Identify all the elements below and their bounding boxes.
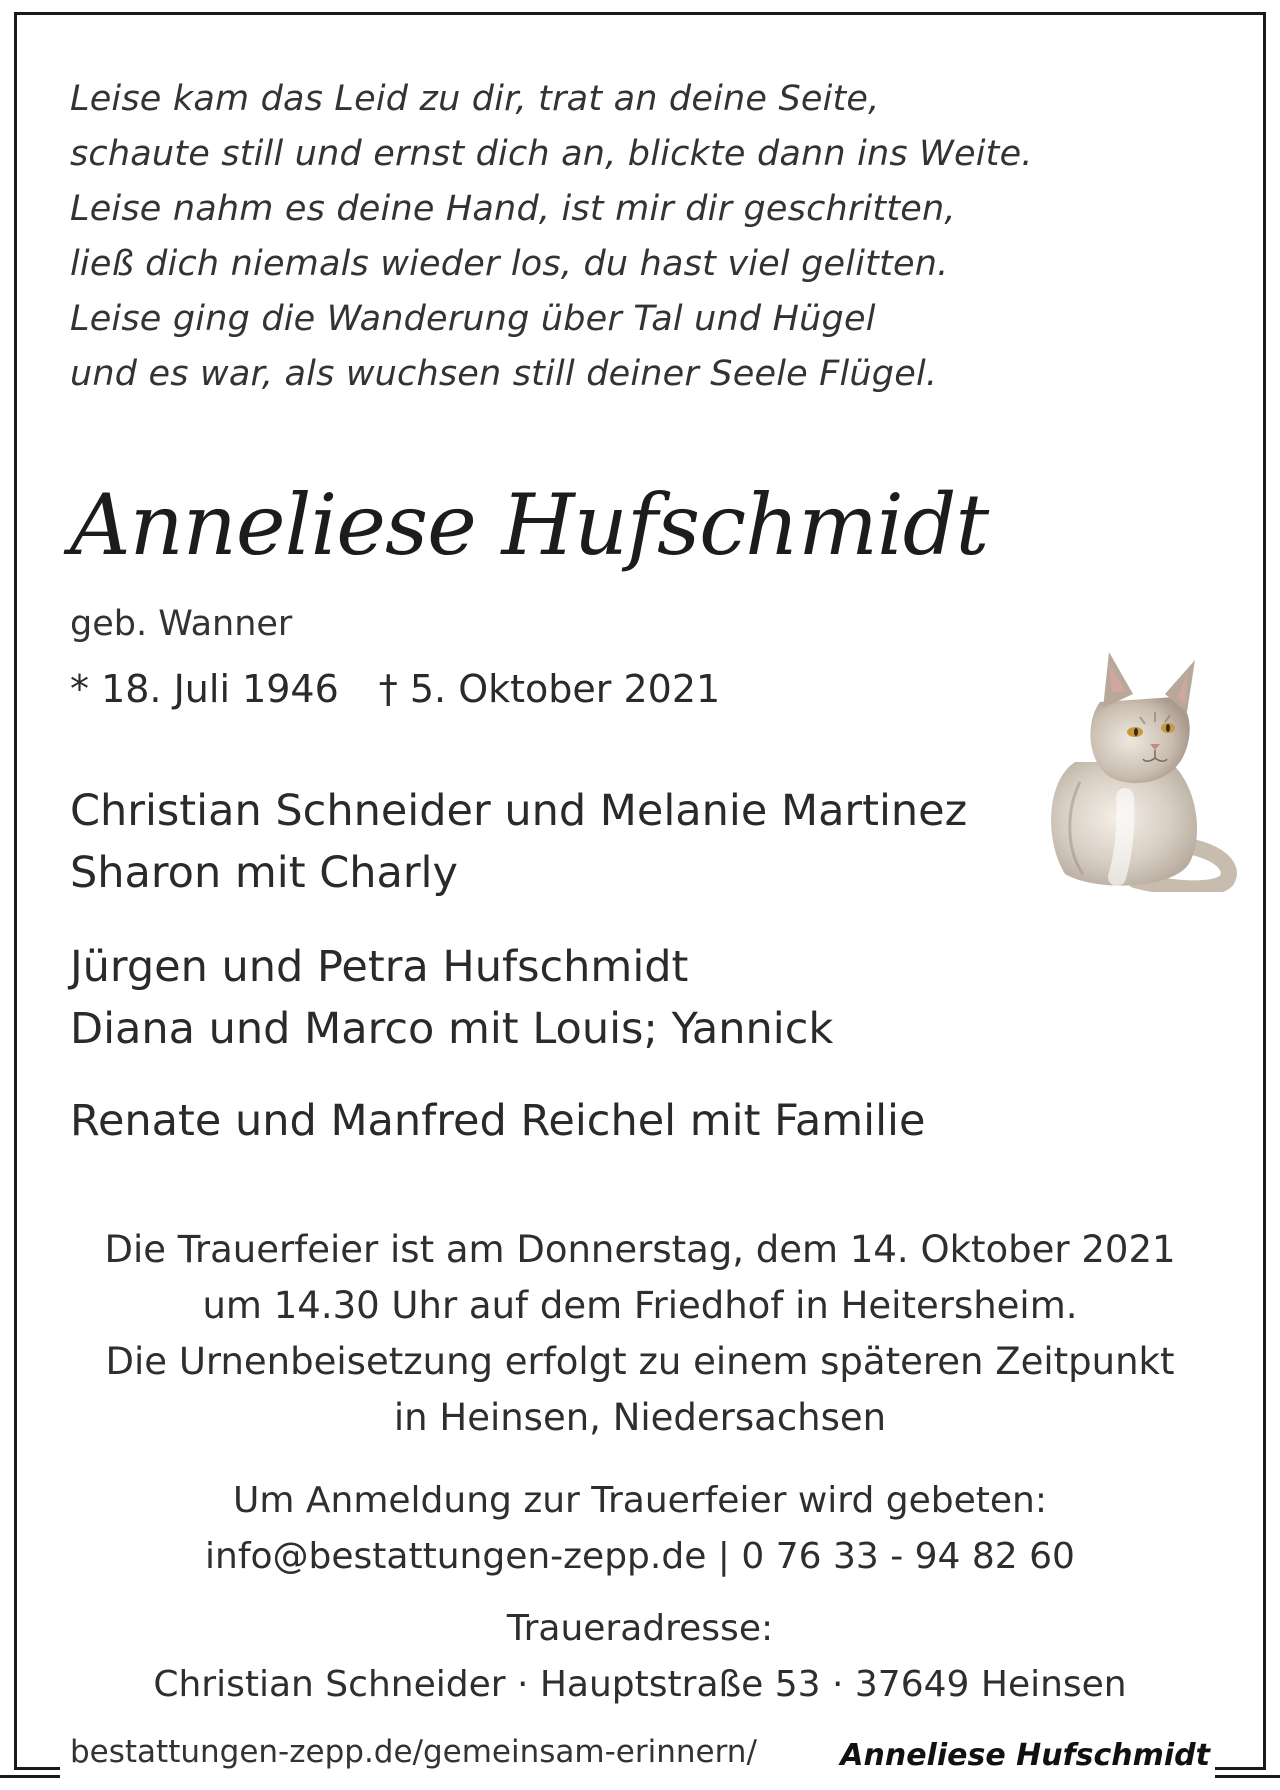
family-group-2 <box>70 936 1030 1060</box>
registration-contact: info@bestattungen-zepp.de | 0 76 33 - 94 82 60 <box>205 1536 1075 1577</box>
family-line: Sharon mit Charly <box>70 848 458 898</box>
poem-line: Leise kam das Leid zu dir, trat an deine Seite, <box>70 79 880 119</box>
poem <box>70 72 1190 402</box>
family-line: Diana und Marco mit Louis; Yannick <box>70 1004 834 1054</box>
ceremony-line: Die Urnenbeisetzung erfolgt zu einem späteren Zeitpunkt <box>105 1340 1175 1383</box>
mourning-address <box>40 1601 1240 1713</box>
maiden-name: geb. Wanner <box>70 604 293 644</box>
poem-line: Leise nahm es deine Hand, ist mir dir geschritten, <box>70 189 956 229</box>
deceased-name: Anneliese Hufschmidt <box>70 476 989 574</box>
registration-info <box>40 1473 1240 1585</box>
address-label: Traueradresse: <box>506 1608 774 1649</box>
life-dates <box>70 665 720 713</box>
family-line: Christian Schneider und Melanie Martinez <box>70 786 968 836</box>
cat-watercolor-illustration-icon <box>1005 612 1245 892</box>
birth-date: * 18. Juli 1946 <box>70 667 339 711</box>
death-date: † 5. Oktober 2021 <box>378 667 721 711</box>
poem-line: schaute still und ernst dich an, blickte dann ins Weite. <box>70 134 1033 174</box>
poem-line: Leise ging die Wanderung über Tal und Hügel <box>70 299 876 339</box>
address-value: Christian Schneider · Hauptstraße 53 · 37649 Heinsen <box>153 1664 1127 1705</box>
family-group-3 <box>70 1090 1030 1152</box>
family-group-1 <box>70 780 1030 904</box>
ceremony-line: um 14.30 Uhr auf dem Friedhof in Heitersheim. <box>202 1284 1078 1327</box>
registration-note: Um Anmeldung zur Trauerfeier wird gebeten: <box>233 1480 1047 1521</box>
footer-name: Anneliese Hufschmidt <box>840 1738 1210 1773</box>
family-line: Renate und Manfred Reichel mit Familie <box>70 1096 926 1146</box>
ceremony-info <box>40 1222 1240 1446</box>
ceremony-line: Die Trauerfeier ist am Donnerstag, dem 14. Oktober 2021 <box>104 1228 1176 1271</box>
poem-line: ließ dich niemals wieder los, du hast viel gelitten. <box>70 244 949 284</box>
family-line: Jürgen und Petra Hufschmidt <box>70 942 689 992</box>
ceremony-line: in Heinsen, Niedersachsen <box>393 1396 887 1439</box>
memorial-link[interactable]: bestattungen-zepp.de/gemeinsam-erinnern/ <box>70 1734 757 1770</box>
poem-line: und es war, als wuchsen still deiner Seele Flügel. <box>70 354 938 394</box>
